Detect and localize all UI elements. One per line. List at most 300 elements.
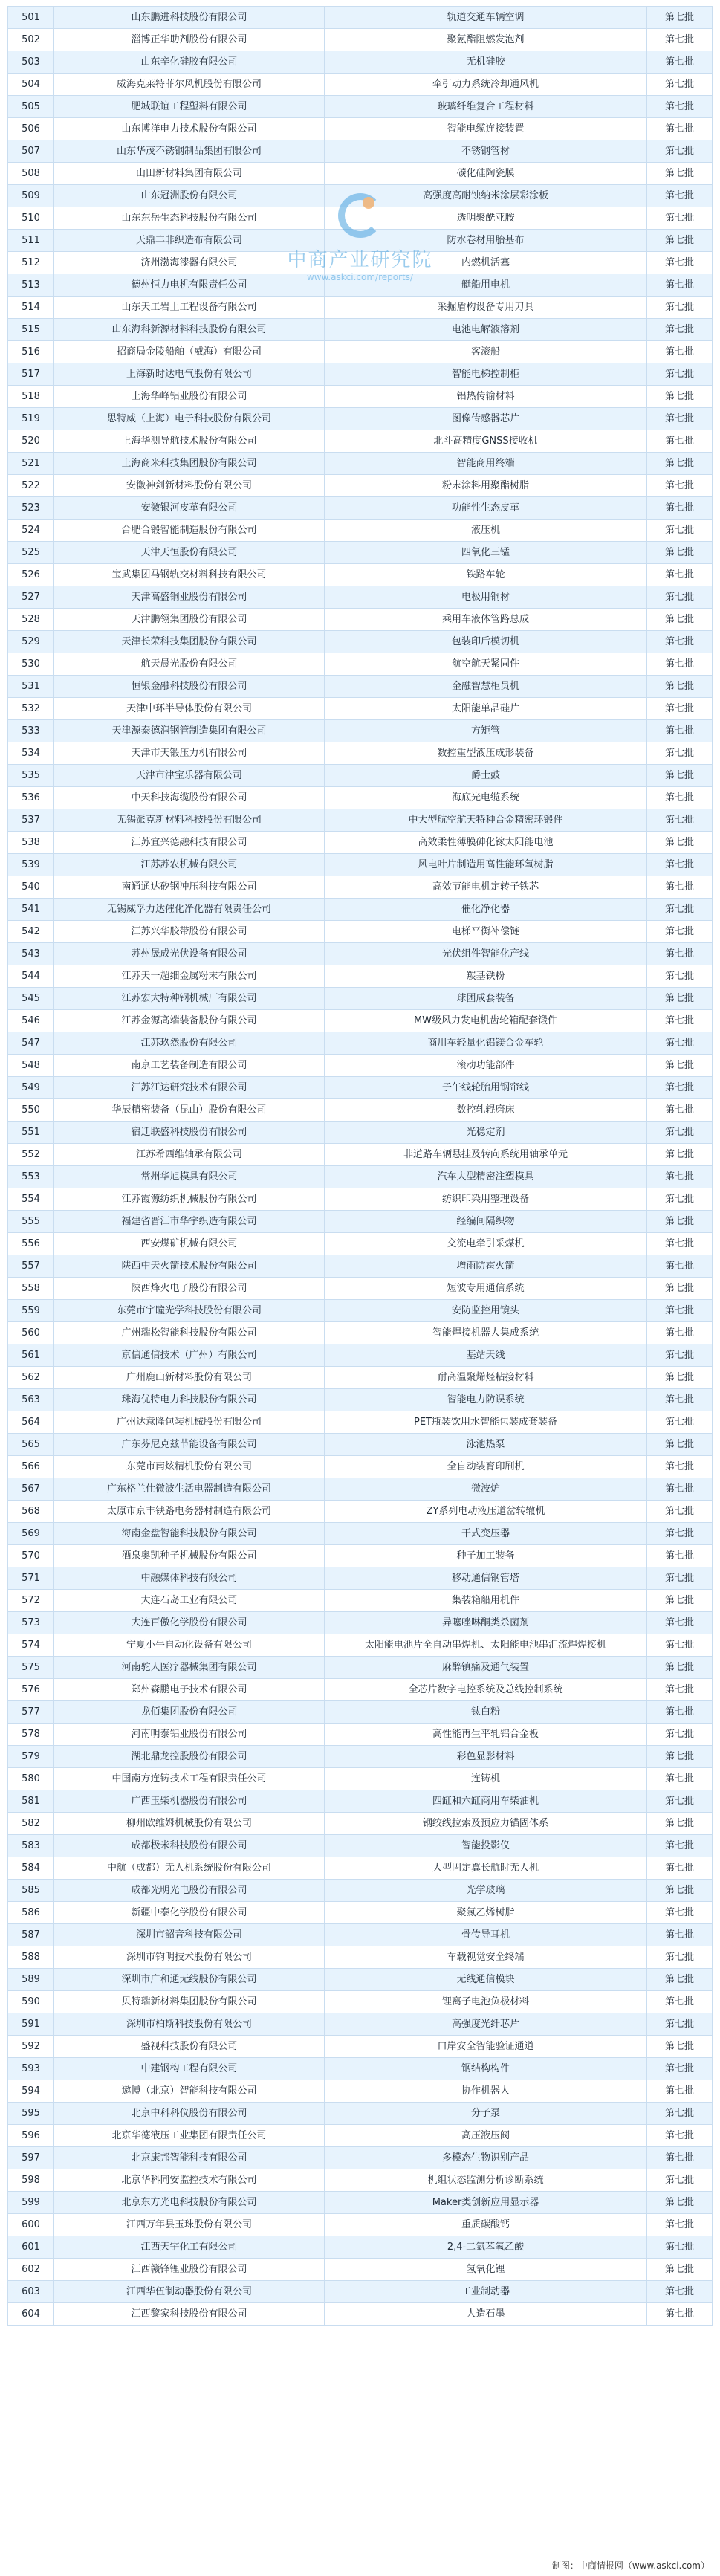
table-row: [8, 2080, 713, 2103]
cell-field: 粉末涂料用聚酯树脂: [325, 475, 647, 497]
cell-batch: 第七批: [647, 1367, 713, 1389]
cell-batch: 第七批: [647, 1032, 713, 1055]
cell-company: 上海新时达电气股份有限公司: [54, 363, 325, 386]
cell-field: 微波炉: [325, 1478, 647, 1501]
cell-field: 骨传导耳机: [325, 1924, 647, 1946]
cell-company: 上海华峰铝业股份有限公司: [54, 386, 325, 408]
cell-batch: 第七批: [647, 2169, 713, 2192]
cell-company: 上海华测导航技术股份有限公司: [54, 430, 325, 453]
cell-number: 538: [8, 832, 54, 854]
cell-batch: 第七批: [647, 2236, 713, 2259]
table-row: [8, 1501, 713, 1523]
cell-batch: 第七批: [647, 74, 713, 96]
cell-company: 江西天宇化工有限公司: [54, 2236, 325, 2259]
cell-field: 海底光电缆系统: [325, 787, 647, 809]
table-row: [8, 1144, 713, 1166]
cell-company: 招商局金陵船舶（威海）有限公司: [54, 341, 325, 363]
cell-field: 铝热传输材料: [325, 386, 647, 408]
cell-company: 海南金盘智能科技股份有限公司: [54, 1523, 325, 1545]
cell-number: 592: [8, 2036, 54, 2058]
cell-company: 天鼎丰非织造布有限公司: [54, 230, 325, 252]
cell-field: 分子泵: [325, 2103, 647, 2125]
cell-company: 江苏宜兴德融科技有限公司: [54, 832, 325, 854]
table-row: [8, 765, 713, 787]
cell-batch: 第七批: [647, 1144, 713, 1166]
cell-company: 江苏苏农机械有限公司: [54, 854, 325, 876]
cell-company: 广东格兰仕微波生活电器制造有限公司: [54, 1478, 325, 1501]
table-row: [8, 2125, 713, 2147]
cell-batch: 第七批: [647, 921, 713, 943]
table-row: [8, 1010, 713, 1032]
cell-batch: 第七批: [647, 1679, 713, 1701]
cell-batch: 第七批: [647, 1701, 713, 1724]
cell-number: 565: [8, 1434, 54, 1456]
cell-number: 558: [8, 1278, 54, 1300]
cell-company: 大连石岛工业有限公司: [54, 1590, 325, 1612]
cell-batch: 第七批: [647, 1523, 713, 1545]
cell-number: 590: [8, 1991, 54, 2013]
cell-batch: 第七批: [647, 51, 713, 74]
cell-company: 济州渤海漆器有限公司: [54, 252, 325, 274]
cell-number: 517: [8, 363, 54, 386]
table-row: [8, 1367, 713, 1389]
table-row: [8, 876, 713, 899]
cell-number: 595: [8, 2103, 54, 2125]
cell-batch: 第七批: [647, 29, 713, 51]
cell-batch: 第七批: [647, 1724, 713, 1746]
cell-company: 山东华茂不锈钢制品集团有限公司: [54, 140, 325, 163]
table-row: [8, 586, 713, 609]
cell-company: 江苏天一超细金属粉末有限公司: [54, 965, 325, 988]
cell-batch: 第七批: [647, 965, 713, 988]
cell-number: 507: [8, 140, 54, 163]
cell-number: 574: [8, 1634, 54, 1657]
cell-company: 山东海科新源材料科技股份有限公司: [54, 319, 325, 341]
cell-field: 包装印后模切机: [325, 631, 647, 653]
cell-company: 天津源泰德润钢管制造集团有限公司: [54, 720, 325, 742]
cell-company: 深圳市韶音科技有限公司: [54, 1924, 325, 1946]
cell-number: 563: [8, 1389, 54, 1411]
cell-number: 518: [8, 386, 54, 408]
table-row: [8, 1657, 713, 1679]
cell-batch: 第七批: [647, 787, 713, 809]
table-row: [8, 1790, 713, 1813]
cell-batch: 第七批: [647, 497, 713, 520]
table-row: [8, 274, 713, 297]
table-row: [8, 676, 713, 698]
table-row: [8, 609, 713, 631]
cell-field: 爵士鼓: [325, 765, 647, 787]
cell-field: 图像传感器芯片: [325, 408, 647, 430]
cell-number: 541: [8, 899, 54, 921]
cell-field: 全自动装育印刷机: [325, 1456, 647, 1478]
cell-field: 客滚船: [325, 341, 647, 363]
table-row: [8, 1434, 713, 1456]
table-row: [8, 497, 713, 520]
cell-batch: 第七批: [647, 1389, 713, 1411]
table-row: [8, 965, 713, 988]
cell-field: 碳化硅陶瓷膜: [325, 163, 647, 185]
cell-batch: 第七批: [647, 1969, 713, 1991]
cell-batch: 第七批: [647, 1746, 713, 1768]
table-row: [8, 943, 713, 965]
cell-company: 遨博（北京）智能科技有限公司: [54, 2080, 325, 2103]
cell-company: 大连百傲化学股份有限公司: [54, 1612, 325, 1634]
table-row: [8, 1902, 713, 1924]
cell-batch: 第七批: [647, 1278, 713, 1300]
cell-field: 高压液压阀: [325, 2125, 647, 2147]
table-row: [8, 809, 713, 832]
cell-field: 全芯片数字电控系统及总线控制系统: [325, 1679, 647, 1701]
cell-field: 光学玻璃: [325, 1880, 647, 1902]
cell-field: 聚氨酯阻燃发泡剂: [325, 29, 647, 51]
cell-company: 江苏江达研究技术有限公司: [54, 1077, 325, 1099]
cell-company: 成都光明光电股份有限公司: [54, 1880, 325, 1902]
cell-number: 560: [8, 1322, 54, 1344]
cell-batch: 第七批: [647, 1880, 713, 1902]
cell-company: 华辰精密装备（昆山）股份有限公司: [54, 1099, 325, 1122]
cell-batch: 第七批: [647, 586, 713, 609]
table-row: [8, 1991, 713, 2013]
cell-number: 584: [8, 1857, 54, 1880]
cell-batch: 第七批: [647, 1211, 713, 1233]
cell-batch: 第七批: [647, 1545, 713, 1567]
cell-batch: 第七批: [647, 742, 713, 765]
cell-batch: 第七批: [647, 2125, 713, 2147]
cell-field: 无机硅胶: [325, 51, 647, 74]
cell-company: 西安煤矿机械有限公司: [54, 1233, 325, 1255]
cell-number: 588: [8, 1946, 54, 1969]
cell-batch: 第七批: [647, 809, 713, 832]
cell-number: 529: [8, 631, 54, 653]
cell-field: 种子加工装备: [325, 1545, 647, 1567]
cell-company: 山东鹏进科技股份有限公司: [54, 7, 325, 29]
table-row: [8, 899, 713, 921]
table-row: [8, 408, 713, 430]
cell-number: 603: [8, 2281, 54, 2303]
cell-company: 天津鹏翎集团股份有限公司: [54, 609, 325, 631]
cell-field: ZY系列电动液压道岔转辙机: [325, 1501, 647, 1523]
cell-company: 山东博洋电力技术股份有限公司: [54, 118, 325, 140]
cell-batch: 第七批: [647, 653, 713, 676]
table-row: [8, 653, 713, 676]
cell-number: 551: [8, 1122, 54, 1144]
cell-field: 增雨防雹火箭: [325, 1255, 647, 1278]
table-row: [8, 430, 713, 453]
table-row: [8, 1166, 713, 1188]
cell-company: 江苏玖然股份有限公司: [54, 1032, 325, 1055]
cell-field: 羰基铁粉: [325, 965, 647, 988]
cell-number: 506: [8, 118, 54, 140]
cell-batch: 第七批: [647, 1634, 713, 1657]
cell-field: 商用车轻量化铝镁合金车轮: [325, 1032, 647, 1055]
cell-number: 572: [8, 1590, 54, 1612]
cell-number: 513: [8, 274, 54, 297]
cell-field: 锂离子电池负极材料: [325, 1991, 647, 2013]
cell-number: 516: [8, 341, 54, 363]
cell-batch: 第七批: [647, 832, 713, 854]
cell-number: 553: [8, 1166, 54, 1188]
cell-number: 586: [8, 1902, 54, 1924]
cell-batch: 第七批: [647, 1122, 713, 1144]
cell-batch: 第七批: [647, 854, 713, 876]
table-row: [8, 207, 713, 230]
table-row: [8, 29, 713, 51]
cell-number: 559: [8, 1300, 54, 1322]
table-row: [8, 742, 713, 765]
table-row: [8, 2058, 713, 2080]
cell-field: 催化净化器: [325, 899, 647, 921]
cell-company: 肥城联谊工程塑料有限公司: [54, 96, 325, 118]
cell-number: 534: [8, 742, 54, 765]
cell-number: 545: [8, 988, 54, 1010]
cell-company: 山东冠洲股份有限公司: [54, 185, 325, 207]
cell-batch: 第七批: [647, 230, 713, 252]
table-row: [8, 1389, 713, 1411]
cell-company: 陕西中天火箭技术股份有限公司: [54, 1255, 325, 1278]
cell-number: 523: [8, 497, 54, 520]
cell-batch: 第七批: [647, 1991, 713, 2013]
cell-number: 598: [8, 2169, 54, 2192]
table-row: [8, 854, 713, 876]
cell-batch: 第七批: [647, 140, 713, 163]
table-row: [8, 118, 713, 140]
cell-number: 536: [8, 787, 54, 809]
table-row: [8, 1255, 713, 1278]
cell-field: 钢绞线拉索及预应力锚固体系: [325, 1813, 647, 1835]
cell-company: 宝武集团马钢轨交材料科技有限公司: [54, 564, 325, 586]
cell-field: 聚氯乙烯树脂: [325, 1902, 647, 1924]
cell-batch: 第七批: [647, 252, 713, 274]
cell-batch: 第七批: [647, 118, 713, 140]
table-row: [8, 1055, 713, 1077]
table-row: [8, 1567, 713, 1590]
cell-number: 502: [8, 29, 54, 51]
cell-field: 艇船用电机: [325, 274, 647, 297]
cell-field: 重质碳酸钙: [325, 2214, 647, 2236]
cell-batch: 第七批: [647, 430, 713, 453]
cell-number: 549: [8, 1077, 54, 1099]
cell-number: 578: [8, 1724, 54, 1746]
cell-company: 淄博正华助剂股份有限公司: [54, 29, 325, 51]
cell-field: 中大型航空航天特种合金精密环锻件: [325, 809, 647, 832]
cell-number: 587: [8, 1924, 54, 1946]
cell-batch: 第七批: [647, 698, 713, 720]
cell-number: 525: [8, 542, 54, 564]
table-row: [8, 2169, 713, 2192]
cell-field: 连铸机: [325, 1768, 647, 1790]
cell-number: 540: [8, 876, 54, 899]
table-row: [8, 51, 713, 74]
cell-number: 537: [8, 809, 54, 832]
cell-number: 528: [8, 609, 54, 631]
cell-number: 509: [8, 185, 54, 207]
table-row: [8, 542, 713, 564]
cell-number: 601: [8, 2236, 54, 2259]
cell-field: 乘用车液体管路总成: [325, 609, 647, 631]
cell-number: 524: [8, 520, 54, 542]
cell-company: 苏州晟成光伏设备有限公司: [54, 943, 325, 965]
cell-field: 安防监控用镜头: [325, 1300, 647, 1322]
cell-number: 533: [8, 720, 54, 742]
cell-field: 风电叶片制造用高性能环氧树脂: [325, 854, 647, 876]
table-row: [8, 1211, 713, 1233]
table-row: [8, 1813, 713, 1835]
cell-number: 554: [8, 1188, 54, 1211]
cell-company: 深圳市广和通无线股份有限公司: [54, 1969, 325, 1991]
cell-number: 602: [8, 2259, 54, 2281]
cell-batch: 第七批: [647, 1233, 713, 1255]
cell-number: 569: [8, 1523, 54, 1545]
cell-number: 567: [8, 1478, 54, 1501]
cell-field: 子午线轮胎用钢帘线: [325, 1077, 647, 1099]
cell-field: 麻醉镇痛及通气装置: [325, 1657, 647, 1679]
cell-field: 光伏组件智能化产线: [325, 943, 647, 965]
cell-batch: 第七批: [647, 1478, 713, 1501]
table-row: [8, 921, 713, 943]
cell-company: 南京工艺装备制造有限公司: [54, 1055, 325, 1077]
cell-field: 数控轧辊磨床: [325, 1099, 647, 1122]
cell-number: 575: [8, 1657, 54, 1679]
cell-company: 合肥合锻智能制造股份有限公司: [54, 520, 325, 542]
cell-company: 无锡威孚力达催化净化器有限责任公司: [54, 899, 325, 921]
cell-number: 520: [8, 430, 54, 453]
cell-field: 数控重型液压成形装备: [325, 742, 647, 765]
cell-field: 液压机: [325, 520, 647, 542]
cell-field: 多模态生物识别产品: [325, 2147, 647, 2169]
cell-batch: 第七批: [647, 876, 713, 899]
table-row: [8, 1634, 713, 1657]
cell-batch: 第七批: [647, 2281, 713, 2303]
cell-field: 滚动功能部件: [325, 1055, 647, 1077]
cell-field: PET瓶装饮用水智能包装成套装备: [325, 1411, 647, 1434]
cell-number: 562: [8, 1367, 54, 1389]
cell-number: 542: [8, 921, 54, 943]
table-row: [8, 7, 713, 29]
cell-number: 571: [8, 1567, 54, 1590]
table-row: [8, 564, 713, 586]
table-row: [8, 74, 713, 96]
cell-field: 航空航天紧固件: [325, 653, 647, 676]
cell-field: 球团成套装备: [325, 988, 647, 1010]
table-row: [8, 185, 713, 207]
cell-number: 522: [8, 475, 54, 497]
cell-number: 532: [8, 698, 54, 720]
table-row: [8, 1835, 713, 1857]
cell-batch: 第七批: [647, 1902, 713, 1924]
table-row: [8, 1724, 713, 1746]
table-row: [8, 1746, 713, 1768]
table-row: [8, 1880, 713, 1902]
cell-batch: 第七批: [647, 1790, 713, 1813]
cell-field: 基站天线: [325, 1344, 647, 1367]
table-row: [8, 475, 713, 497]
cell-batch: 第七批: [647, 1322, 713, 1344]
table-row: [8, 631, 713, 653]
table-row: [8, 1456, 713, 1478]
cell-company: 广西玉柴机器股份有限公司: [54, 1790, 325, 1813]
table-row: [8, 1768, 713, 1790]
table-row: [8, 520, 713, 542]
cell-company: 常州华旭模具有限公司: [54, 1166, 325, 1188]
cell-field: 无线通信模块: [325, 1969, 647, 1991]
cell-batch: 第七批: [647, 899, 713, 921]
cell-number: 531: [8, 676, 54, 698]
cell-number: 526: [8, 564, 54, 586]
cell-company: 江苏兴华胶带股份有限公司: [54, 921, 325, 943]
cell-batch: 第七批: [647, 96, 713, 118]
cell-number: 519: [8, 408, 54, 430]
table-row: [8, 2036, 713, 2058]
cell-number: 555: [8, 1211, 54, 1233]
cell-company: 广州瑞松智能科技股份有限公司: [54, 1322, 325, 1344]
cell-number: 510: [8, 207, 54, 230]
cell-company: 中融媒体科技有限公司: [54, 1567, 325, 1590]
cell-number: 535: [8, 765, 54, 787]
cell-number: 589: [8, 1969, 54, 1991]
cell-batch: 第七批: [647, 274, 713, 297]
cell-company: 江西黎家科技股份有限公司: [54, 2303, 325, 2326]
table-row: [8, 1122, 713, 1144]
table-row: [8, 2281, 713, 2303]
table-row: [8, 297, 713, 319]
cell-field: 工业制动器: [325, 2281, 647, 2303]
cell-number: 530: [8, 653, 54, 676]
cell-batch: 第七批: [647, 542, 713, 564]
cell-number: 508: [8, 163, 54, 185]
cell-field: 金融智慧柜员机: [325, 676, 647, 698]
cell-company: 山东天工岩土工程设备有限公司: [54, 297, 325, 319]
cell-batch: 第七批: [647, 1946, 713, 1969]
cell-batch: 第七批: [647, 2036, 713, 2058]
cell-company: 思特威（上海）电子科技股份有限公司: [54, 408, 325, 430]
cell-number: 546: [8, 1010, 54, 1032]
cell-number: 515: [8, 319, 54, 341]
table-row: [8, 1032, 713, 1055]
table-row: [8, 1411, 713, 1434]
table-row: [8, 1278, 713, 1300]
cell-batch: 第七批: [647, 720, 713, 742]
cell-field: 短波专用通信系统: [325, 1278, 647, 1300]
cell-number: 599: [8, 2192, 54, 2214]
cell-number: 570: [8, 1545, 54, 1567]
cell-field: 电梯平衡补偿链: [325, 921, 647, 943]
cell-field: 智能电梯控制柜: [325, 363, 647, 386]
cell-number: 604: [8, 2303, 54, 2326]
table-row: [8, 2192, 713, 2214]
cell-batch: 第七批: [647, 297, 713, 319]
cell-field: 防水卷材用胎基布: [325, 230, 647, 252]
cell-batch: 第七批: [647, 1344, 713, 1367]
cell-batch: 第七批: [647, 363, 713, 386]
cell-number: 521: [8, 453, 54, 475]
cell-company: 陕西烽火电子股份有限公司: [54, 1278, 325, 1300]
cell-batch: 第七批: [647, 1166, 713, 1188]
cell-company: 河南驼人医疗器械集团有限公司: [54, 1657, 325, 1679]
cell-field: 汽车大型精密注塑模具: [325, 1166, 647, 1188]
table-row: [8, 1857, 713, 1880]
cell-company: 南通通达矽钢冲压科技有限公司: [54, 876, 325, 899]
cell-field: 高性能再生平轧铝合金板: [325, 1724, 647, 1746]
cell-field: 四氧化三锰: [325, 542, 647, 564]
cell-company: 山东辛化硅胶有限公司: [54, 51, 325, 74]
cell-batch: 第七批: [647, 1411, 713, 1434]
table-row: [8, 230, 713, 252]
table-row: [8, 988, 713, 1010]
cell-company: 江西赣锋锂业股份有限公司: [54, 2259, 325, 2281]
cell-field: 电池电解液溶剂: [325, 319, 647, 341]
cell-batch: 第七批: [647, 943, 713, 965]
